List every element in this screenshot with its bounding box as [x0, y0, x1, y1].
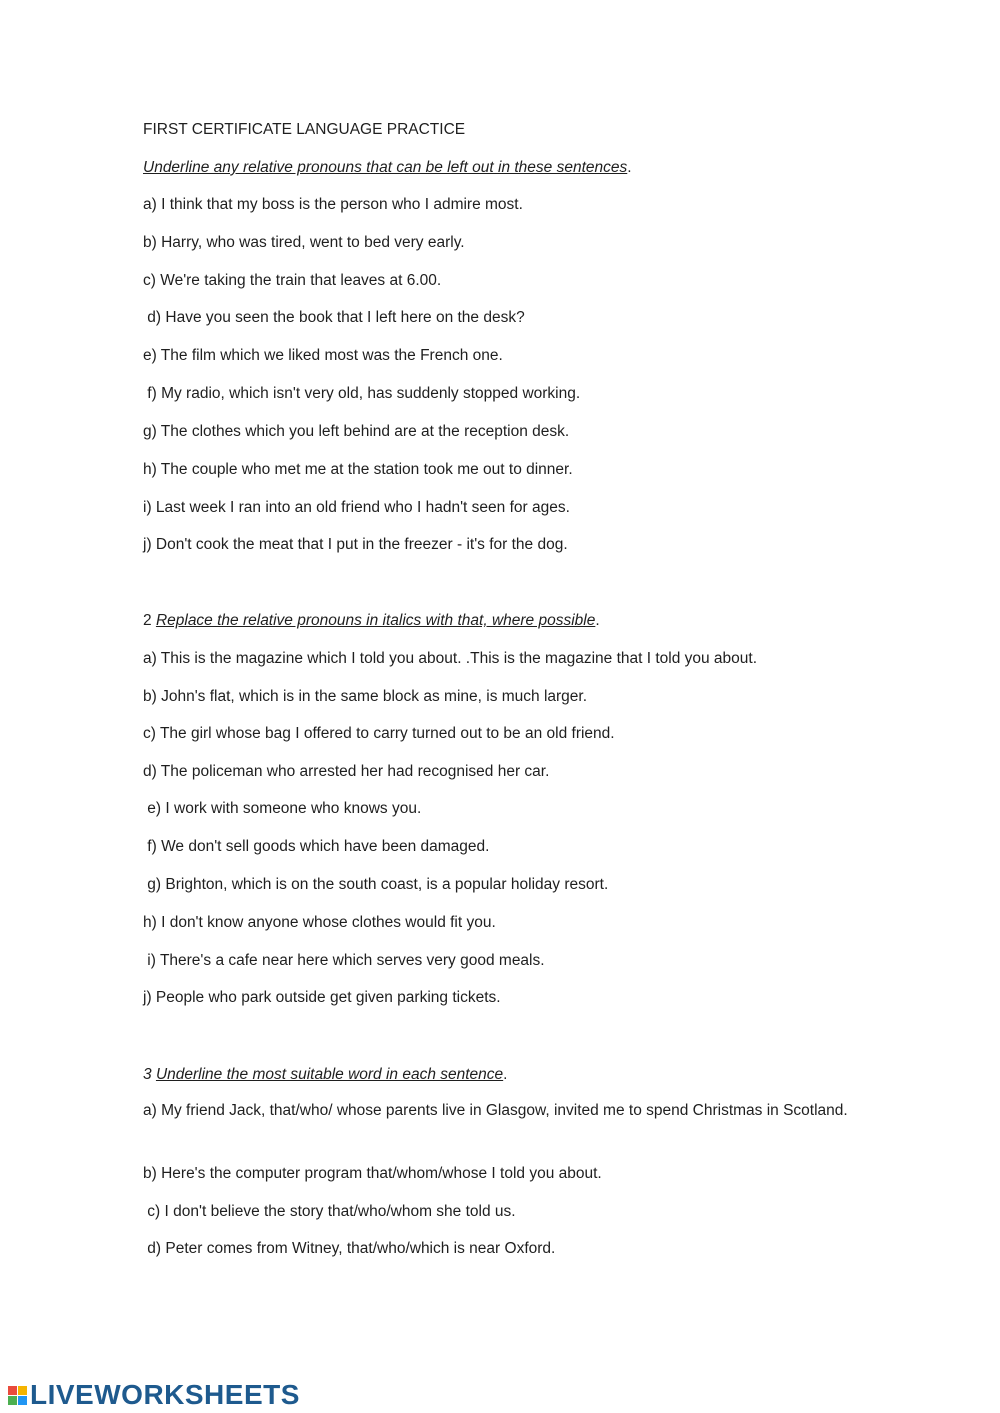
section3-item: a) My friend Jack, that/who/ whose parents live in Glasgow, invited me to spend Christmas in Scotland. [143, 1102, 848, 1119]
section2-number: 2 [143, 612, 156, 629]
section3-number: 3 [143, 1066, 156, 1083]
section2-item: b) John's flat, which is in the same block as mine, is much larger. [143, 688, 588, 705]
section3-instruction-end: . [503, 1066, 508, 1083]
section2-item: i) There's a cafe near here which serves very good meals. [143, 952, 545, 969]
section2-item: h) I don't know anyone whose clothes would fit you. [143, 914, 496, 931]
section1-item: j) Don't cook the meat that I put in the freezer - it's for the dog. [143, 536, 568, 553]
section2-item: c) The girl whose bag I offered to carry turned out to be an old friend. [143, 725, 615, 742]
section2-item: g) Brighton, which is on the south coast, is a popular holiday resort. [143, 876, 609, 893]
section1-instruction-end: . [627, 159, 632, 176]
section1-instruction [143, 156, 863, 180]
logo-blocks-icon [8, 1386, 27, 1405]
liveworksheets-logo [8, 1380, 300, 1410]
section3-instruction [143, 1063, 863, 1087]
section1-instruction-text: Underline any relative pronouns that can be left out in these sentences [143, 159, 628, 176]
section3-item: b) Here's the computer program that/whom/whose I told you about. [143, 1165, 602, 1182]
section1-item: a) I think that my boss is the person who I admire most. [143, 196, 523, 213]
section1-item: e) The film which we liked most was the French one. [143, 347, 503, 364]
section2-instruction [143, 609, 863, 633]
section3-instruction-text: Underline the most suitable word in each sentence [155, 1066, 504, 1083]
section1-item: g) The clothes which you left behind are at the reception desk. [143, 423, 570, 440]
section1-item: h) The couple who met me at the station took me out to dinner. [143, 461, 573, 478]
logo-text: LIVEWORKSHEETS [30, 1379, 300, 1410]
section1-item: f) My radio, which isn't very old, has suddenly stopped working. [143, 385, 581, 402]
section1-item: b) Harry, who was tired, went to bed very early. [143, 234, 465, 251]
section2-instruction-end: . [595, 612, 600, 629]
section2-item: f) We don't sell goods which have been damaged. [143, 838, 490, 855]
section1-item: i) Last week I ran into an old friend who I hadn't seen for ages. [143, 499, 570, 516]
section2-item: d) The policeman who arrested her had recognised her car. [143, 763, 550, 780]
worksheet-title: FIRST CERTIFICATE LANGUAGE PRACTICE [143, 121, 466, 138]
section2-item: j) People who park outside get given parking tickets. [143, 989, 501, 1006]
section3-item: c) I don't believe the story that/who/whom she told us. [143, 1203, 516, 1220]
section3-item: d) Peter comes from Witney, that/who/which is near Oxford. [143, 1240, 556, 1257]
section1-item: c) We're taking the train that leaves at 6.00. [143, 272, 442, 289]
section2-item: a) This is the magazine which I told you about. .This is the magazine that I told you about. [143, 650, 758, 667]
section2-instruction-text: Replace the relative pronouns in italics with that, where possible [155, 612, 596, 629]
section2-item: e) I work with someone who knows you. [143, 800, 422, 817]
section1-item: d) Have you seen the book that I left here on the desk? [143, 309, 525, 326]
